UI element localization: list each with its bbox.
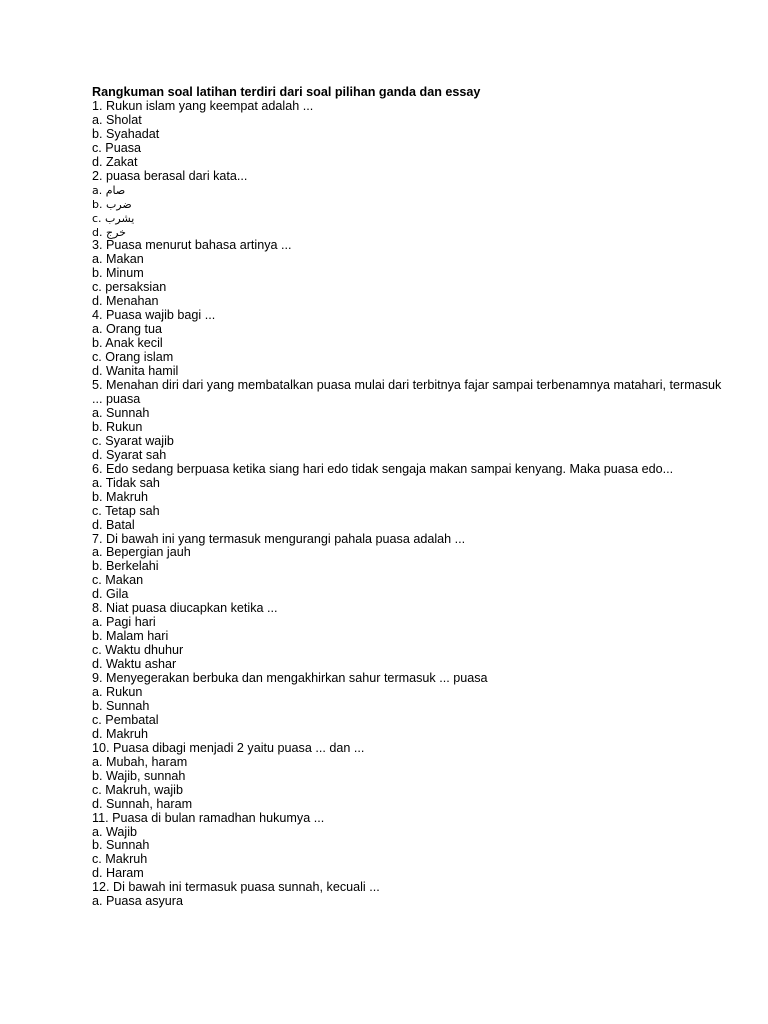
option-11c: c. Makruh bbox=[92, 852, 148, 867]
option-1d: d. Zakat bbox=[92, 154, 138, 169]
option-7b: b. Berkelahi bbox=[92, 559, 159, 574]
option-4b: b. Anak kecil bbox=[92, 336, 163, 351]
option-2b: b. ضرب bbox=[92, 197, 132, 211]
option-4a: a. Orang tua bbox=[92, 322, 163, 337]
question-1: 1. Rukun islam yang keempat adalah ... bbox=[92, 98, 314, 113]
question-2: 2. puasa berasal dari kata... bbox=[92, 168, 248, 183]
option-11a: a. Wajib bbox=[92, 824, 138, 839]
option-5d: d. Syarat sah bbox=[92, 447, 167, 462]
document-title: Rangkuman soal latihan terdiri dari soal pilihan ganda dan essay bbox=[92, 85, 481, 99]
option-8d: d. Waktu ashar bbox=[92, 657, 177, 672]
option-3d: d. Menahan bbox=[92, 294, 159, 309]
option-8a: a. Pagi hari bbox=[92, 615, 156, 630]
option-3b: b. Minum bbox=[92, 266, 144, 281]
option-1c: c. Puasa bbox=[92, 140, 142, 155]
option-10c: c. Makruh, wajib bbox=[92, 782, 183, 797]
option-9b: b. Sunnah bbox=[92, 698, 150, 713]
option-4d: d. Wanita hamil bbox=[92, 364, 179, 379]
option-7c: c. Makan bbox=[92, 573, 144, 588]
option-7a: a. Bepergian jauh bbox=[92, 545, 191, 560]
option-6d: d. Batal bbox=[92, 517, 135, 532]
question-10: 10. Puasa dibagi menjadi 2 yaitu puasa ... dan ... bbox=[92, 740, 365, 755]
option-7d: d. Gila bbox=[92, 587, 129, 602]
option-6c: c. Tetap sah bbox=[92, 503, 160, 518]
question-6: 6. Edo sedang berpuasa ketika siang hari edo tidak sengaja makan sampai kenyang. Maka puasa edo... bbox=[92, 461, 674, 476]
option-12a: a. Puasa asyura bbox=[92, 894, 184, 909]
option-6b: b. Makruh bbox=[92, 489, 148, 504]
question-9: 9. Menyegerakan berbuka dan mengakhirkan sahur termasuk ... puasa bbox=[92, 671, 488, 686]
question-7: 7. Di bawah ini yang termasuk mengurangi pahala puasa adalah ... bbox=[92, 531, 466, 546]
option-3c: c. persaksian bbox=[92, 280, 167, 295]
option-10d: d. Sunnah, haram bbox=[92, 796, 193, 811]
option-5b: b. Rukun bbox=[92, 419, 143, 434]
question-4: 4. Puasa wajib bagi ... bbox=[92, 308, 216, 323]
option-9d: d. Makruh bbox=[92, 726, 148, 741]
question-5: 5. Menahan diri dari yang membatalkan puasa mulai dari terbitnya fajar sampai terbenamnya matahari, termasuk ... puasa bbox=[92, 378, 722, 406]
option-1b: b. Syahadat bbox=[92, 126, 160, 141]
option-8b: b. Malam hari bbox=[92, 629, 169, 644]
question-11: 11. Puasa di bulan ramadhan hukumya ... bbox=[92, 810, 325, 825]
question-3: 3. Puasa menurut bahasa artinya ... bbox=[92, 238, 292, 253]
option-3a: a. Makan bbox=[92, 252, 144, 267]
question-12: 12. Di bawah ini termasuk puasa sunnah, kecuali ... bbox=[92, 880, 380, 895]
option-1a: a. Sholat bbox=[92, 112, 142, 127]
option-5a: a. Sunnah bbox=[92, 405, 150, 420]
option-5c: c. Syarat wajib bbox=[92, 433, 174, 448]
document-page bbox=[92, 86, 732, 909]
option-2d: d. خرج bbox=[92, 225, 126, 239]
option-9a: a. Rukun bbox=[92, 684, 143, 699]
option-2a: a. صام bbox=[92, 183, 126, 197]
option-4c: c. Orang islam bbox=[92, 350, 174, 365]
question-8: 8. Niat puasa diucapkan ketika ... bbox=[92, 601, 278, 616]
option-10a: a. Mubah, haram bbox=[92, 754, 188, 769]
option-11d: d. Haram bbox=[92, 866, 144, 881]
option-6a: a. Tidak sah bbox=[92, 475, 160, 490]
option-11b: b. Sunnah bbox=[92, 838, 150, 853]
option-9c: c. Pembatal bbox=[92, 712, 159, 727]
option-2c: c. يشرب bbox=[92, 211, 135, 225]
option-8c: c. Waktu dhuhur bbox=[92, 643, 184, 658]
option-10b: b. Wajib, sunnah bbox=[92, 768, 186, 783]
